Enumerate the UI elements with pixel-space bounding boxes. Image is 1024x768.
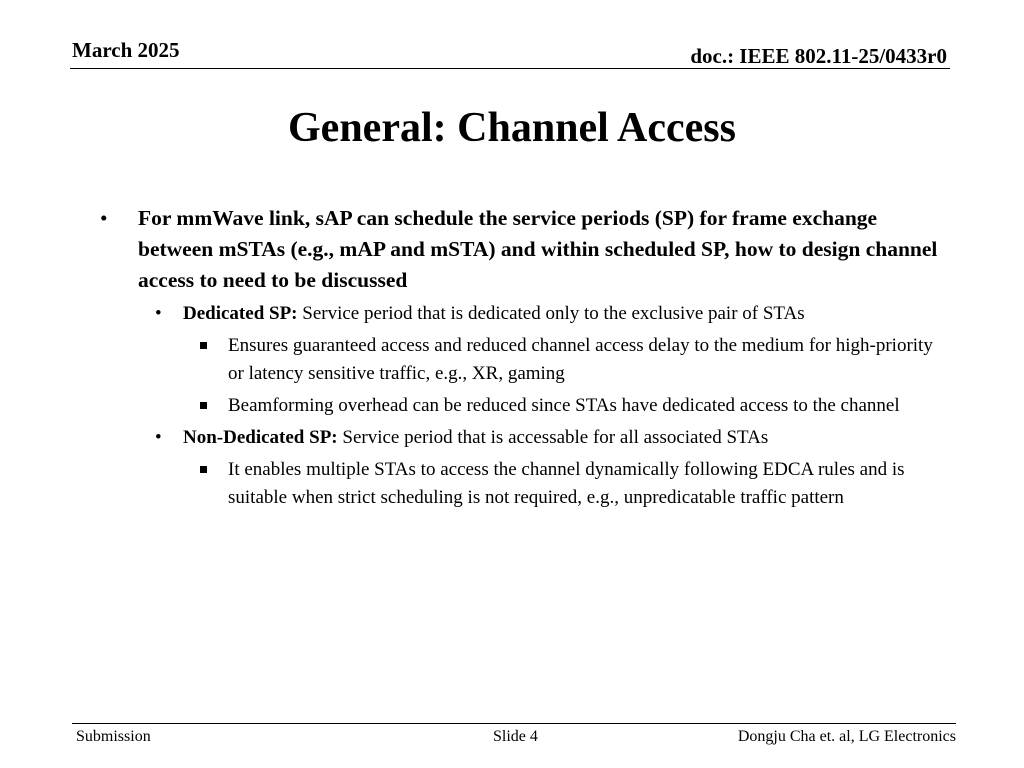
bullet-dot-icon: • <box>155 303 162 324</box>
non-dedicated-sp-point <box>228 456 948 512</box>
dedicated-sp-point <box>228 332 948 388</box>
non-dedicated-sp-text: Service period that is accessable for all associated STAs <box>337 427 769 448</box>
dedicated-sp-label: Dedicated SP: <box>183 303 298 324</box>
slide-title: General: Channel Access <box>288 105 736 151</box>
non-dedicated-sp-point-text: It enables multiple STAs to access the channel dynamically following EDCA rules and is suitable when strict scheduling is not required, e.g., unpredicatable traffic pattern <box>228 459 905 508</box>
header-doc-id: doc.: IEEE 802.11-25/0433r0 <box>690 44 947 68</box>
header-divider <box>70 68 950 69</box>
square-bullet-icon <box>200 342 207 349</box>
non-dedicated-sp-label: Non-Dedicated SP: <box>183 427 338 448</box>
slide-body <box>100 203 940 512</box>
square-bullet-icon <box>200 466 207 473</box>
square-bullet-icon <box>200 402 207 409</box>
dedicated-sp-point <box>228 392 948 420</box>
dedicated-sp-bullet <box>155 300 940 328</box>
dedicated-sp-point-text: Ensures guaranteed access and reduced channel access delay to the medium for high-priority or latency sensitive traffic, e.g., XR, gaming <box>228 335 933 384</box>
non-dedicated-sp-bullet <box>155 424 940 452</box>
footer-slide-number: Slide 4 <box>493 728 538 745</box>
bullet-dot-icon: • <box>155 427 162 448</box>
footer-submission: Submission <box>76 728 151 745</box>
main-bullet <box>100 203 940 296</box>
footer-authors: Dongju Cha et. al, LG Electronics <box>737 728 956 745</box>
header-date: March 2025 <box>72 38 180 62</box>
footer-divider <box>72 723 956 724</box>
dedicated-sp-point-text: Beamforming overhead can be reduced since STAs have dedicated access to the channel <box>228 395 900 416</box>
main-bullet-text: For mmWave link, sAP can schedule the service periods (SP) for frame exchange between mSTAs (e.g., mAP and mSTA) and within scheduled SP, how to design channel access to need to be discussed <box>138 206 938 292</box>
dedicated-sp-text: Service period that is dedicated only to the exclusive pair of STAs <box>297 303 805 324</box>
bullet-dot-icon: • <box>100 206 108 230</box>
